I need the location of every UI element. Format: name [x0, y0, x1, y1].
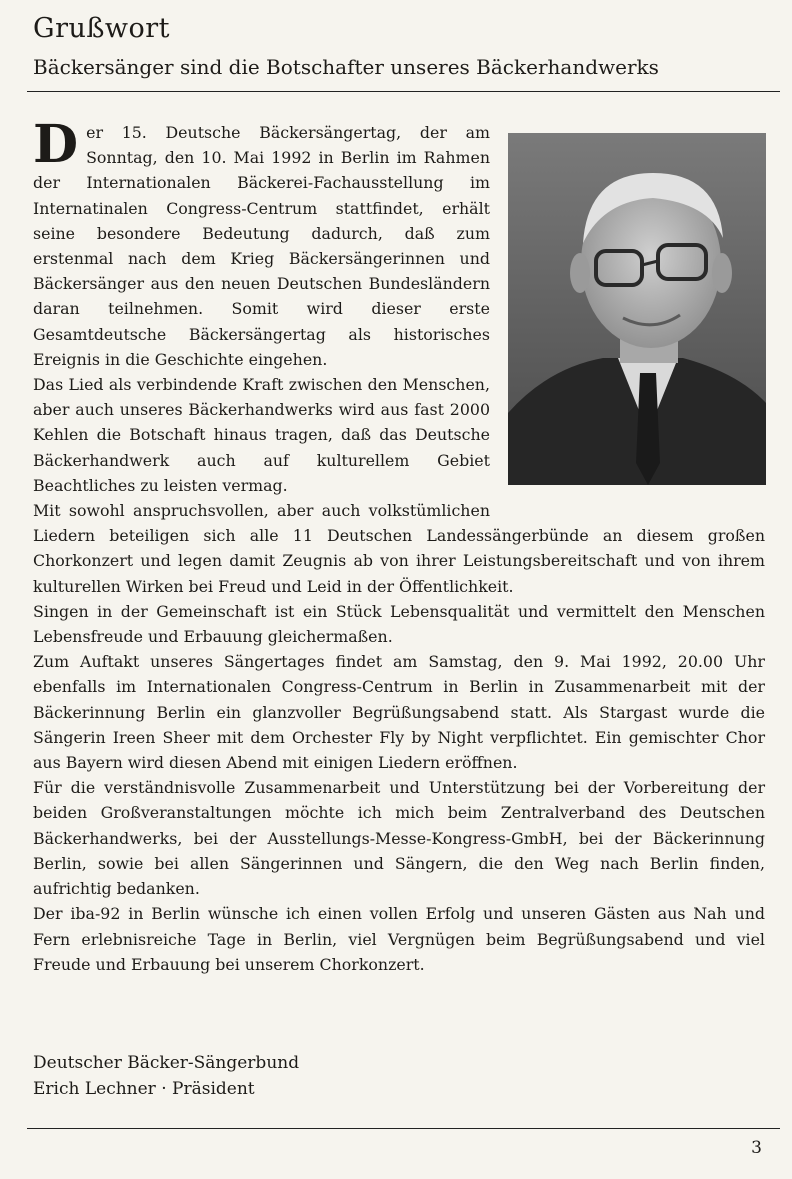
paragraph: Mit sowohl anspruchsvollen, aber auch volkstümlichen Liedern beteiligen sich alle 11 Deutschen Landessängerbünde an diesem großen Chorkonzert und legen damit Zeugnis ab von ihrer Leistungsbereitschaft und von ihrem kulturellen Wirken bei Freud und Leid in der Öffentlichkeit.	[33, 501, 765, 596]
paragraph: Das Lied als verbindende Kraft zwischen den Menschen, aber auch unseres Bäckerhandwerks wird aus fast 2000 Kehlen die Botschaft hinaus tragen, daß das Deutsche Bäckerhandwerk auch auf kulturellem Gebiet Beachtliches zu leisten vermag.	[33, 375, 490, 495]
paragraph-text: er 15. Deutsche Bäckersängertag, der am Sonntag, den 10. Mai 1992 in Berlin im Rahmen der Internationalen Bäckerei-Fachausstellung im Internatinalen Congress-Centrum stattfindet, erhält seine besondere Bedeutung dadurch, daß zum erstenmal nach dem Krieg Bäckersängerinnen und Bäckersänger aus den neuen Deutschen Bundesländern daran teilnehmen. Somit wird dieser erste Gesamtdeutsche Bäckersängertag als historisches Ereignis in die Geschichte eingehen.	[33, 123, 490, 369]
footer-divider	[27, 1128, 780, 1129]
paragraph: Der iba-92 in Berlin wünsche ich einen vollen Erfolg und unseren Gästen aus Nah und Fern erlebnisreiche Tage in Berlin, viel Vergnügen beim Begrüßungsabend und viel Freude und Erbauung bei unserem Chorkonzert.	[33, 904, 765, 974]
drop-cap: D	[33, 114, 79, 175]
header-divider	[27, 91, 780, 92]
signature-block	[33, 1050, 299, 1102]
paragraph: Singen in der Gemeinschaft ist ein Stück Lebensqualität und vermittelt den Menschen Lebensfreude und Erbauung gleichermaßen.	[33, 601, 765, 647]
paragraph: Für die verständnisvolle Zusammenarbeit und Unterstützung bei der Vorbereitung der beiden Großveranstaltungen möchte ich mich beim Zentralverband des Deutschen Bäckerhandwerks, bei der Ausstellungs-Messe-Kongress-GmbH, bei der Bäckerinnung Berlin, sowie bei allen Sängerinnen und Sängern, die den Weg nach Berlin finden, aufrichtig bedanken.	[33, 778, 765, 899]
page-number: 3	[751, 1138, 762, 1158]
article-body	[33, 114, 765, 977]
signature-person: Erich Lechner · Präsident	[33, 1079, 255, 1099]
photo-spacer	[490, 120, 765, 502]
paragraph: Zum Auftakt unseres Sängertages findet am Samstag, den 9. Mai 1992, 20.00 Uhr ebenfalls im Internationalen Congress-Centrum in Berlin in Zusammenarbeit mit der Bäckerinnung Berlin ein glanzvoller Begrüßungsabend statt. Als Stargast wurde die Sängerin Ireen Sheer mit dem Orchester Fly by Night verpflichtet. Ein gemischter Chor aus Bayern wird diesen Abend mit einigen Liedern eröffnen.	[33, 652, 765, 773]
signature-organization: Deutscher Bäcker-Sängerbund	[33, 1053, 300, 1073]
page-subtitle: Bäckersänger sind die Botschafter unseres Bäckerhandwerks	[33, 55, 659, 79]
page-title: Grußwort	[33, 13, 171, 44]
